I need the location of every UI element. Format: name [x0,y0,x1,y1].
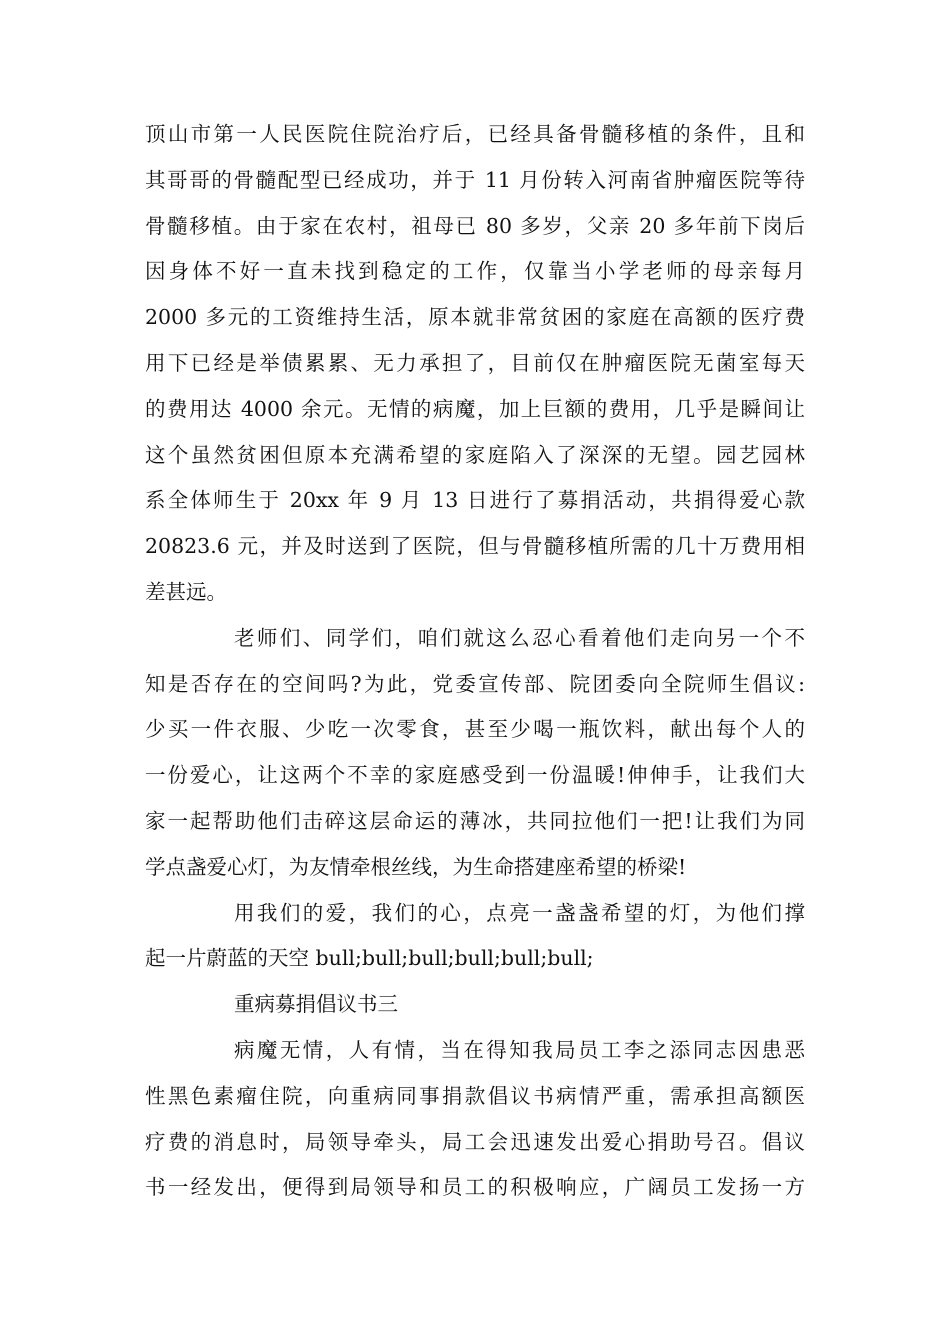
text-line: 性黑色素瘤住院，向重病同事捐款倡议书病情严重，需承担高额医 [145,1083,805,1108]
text-line: 骨髓移植。由于家在农村，祖母已 80 多岁，父亲 20 多年前下岗后 [145,213,805,238]
paragraph-3 [145,891,805,983]
text-line: 系全体师生于 20xx 年 9 月 13 日进行了募捐活动，共捐得爱心款 [145,488,805,513]
text-line: 病魔无情，人有情，当在得知我局员工李之添同志因患恶 [234,1037,805,1062]
text-line: 2000 多元的工资维持生活，原本就非常贫困的家庭在高额的医疗费 [145,305,805,330]
text-line: 其哥哥的骨髓配型已经成功，并于 11 月份转入河南省肿瘤医院等待 [145,167,805,192]
text-line: 起一片蔚蓝的天空 bull;bull;bull;bull;bull;bull; [145,946,594,971]
text-line: 差甚远。 [145,579,227,604]
text-line: 疗费的消息时，局领导牵头，局工会迅速发出爱心捐助号召。倡议 [145,1129,805,1154]
text-line: 家一起帮助他们击碎这层命运的薄冰，共同拉他们一把!让我们为同 [145,808,805,833]
text-line: 书一经发出，便得到局领导和员工的积极响应，广阔员工发扬一方 [145,1175,805,1200]
text-line: 的费用达 4000 余元。无情的病魔，加上巨额的费用，几乎是瞬间让 [145,396,805,421]
document-body [145,112,805,1211]
text-line: 这个虽然贫困但原本充满希望的家庭陷入了深深的无望。园艺园林 [145,442,805,467]
text-line: 顶山市第一人民医院住院治疗后，已经具备骨髓移植的条件，且和 [145,122,805,146]
paragraph-2 [145,616,805,891]
text-line: 少买一件衣服、少吃一次零食，甚至少喝一瓶饮料，献出每个人的 [145,717,805,742]
paragraph-1 [145,112,805,616]
text-line: 一份爱心，让这两个不幸的家庭感受到一份温暖!伸伸手，让我们大 [145,763,805,788]
text-line: 20823.6 元，并及时送到了医院，但与骨髓移植所需的几十万费用相 [145,534,805,559]
text-line: 用下已经是举债累累、无力承担了，目前仅在肿瘤医院无菌室每天 [145,350,805,375]
text-line: 知是否存在的空间吗?为此，党委宣传部、院团委向全院师生倡议: [145,671,805,696]
text-line: 学点盏爱心灯，为友情牵根丝线，为生命搭建座希望的桥梁! [145,854,687,879]
section-heading: 重病募捐倡议书三 [234,992,398,1017]
text-line: 用我们的爱，我们的心，点亮一盏盏希望的灯，为他们撑 [234,900,805,925]
paragraph-4 [145,1028,805,1211]
text-line: 老师们、同学们，咱们就这么忍心看着他们走向另一个不 [234,625,805,650]
text-line: 因身体不好一直未找到稳定的工作，仅靠当小学老师的母亲每月 [145,259,805,284]
